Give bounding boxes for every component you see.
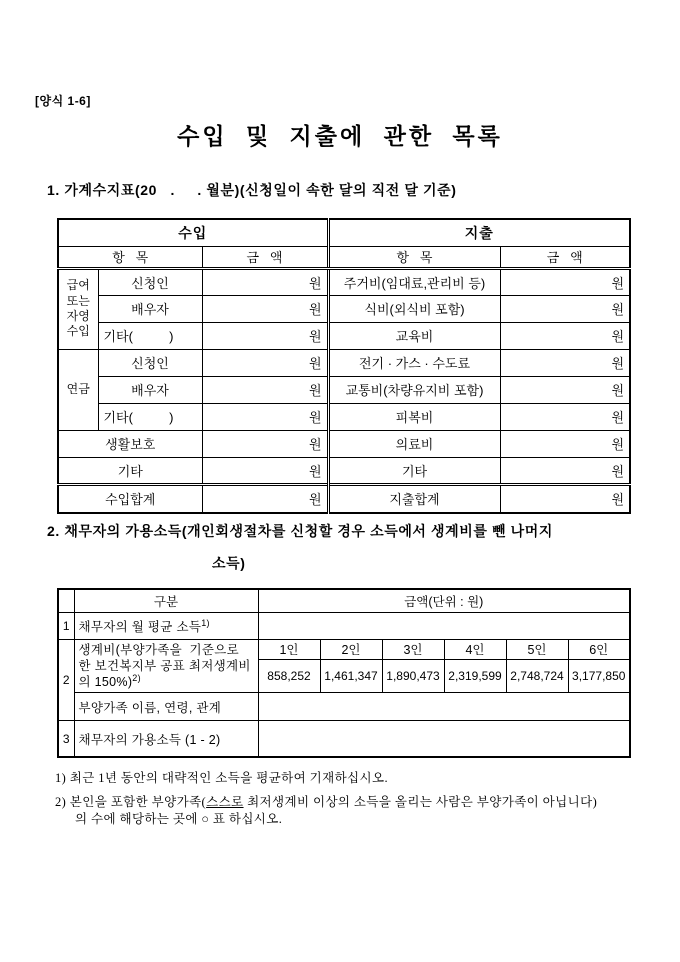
table-row [58,349,630,376]
income-amount-header: 금 액 [202,246,328,268]
expense-item-other: 기타 [328,457,500,484]
footnote-ref-2: 2) [132,672,141,683]
table-row [58,721,630,757]
section2-line2: 소득) [212,555,246,571]
income-total-label: 수입합계 [58,484,202,513]
income-amount-cell: 원 [202,322,328,349]
income-amount-cell: 원 [202,403,328,430]
household-size-header: 3인 [382,639,444,660]
underlined-text: 스스로 [206,795,244,809]
income-item-header: 항 목 [58,246,202,268]
income-item-applicant: 신청인 [98,349,202,376]
income-section-header: 수입 [58,219,328,246]
expense-item-housing: 주거비(임대료,관리비 등) [328,268,500,295]
expense-amount-cell: 원 [500,322,630,349]
available-income-table [57,588,631,758]
expense-section-header: 지출 [328,219,630,246]
expense-amount-cell: 원 [500,430,630,457]
section1-heading: 1. 가계수지표(20 . . 월분)(신청일이 속한 달의 직전 달 기준) [47,182,457,198]
living-cost-value: 1,461,347 [320,660,382,693]
footnote-1: 1) 최근 1년 동안의 대략적인 소득을 평균하여 기재하십시오. [55,771,388,785]
household-size-header: 4인 [444,639,506,660]
expense-amount-cell: 원 [500,376,630,403]
income-total-amount-cell: 원 [202,484,328,513]
living-cost-value: 3,177,850 [568,660,630,693]
income-amount-cell: 원 [202,430,328,457]
income-item-other: 기타( ) [98,403,202,430]
footnotes [55,770,597,828]
income-item-other2: 기타 [58,457,202,484]
table-row [58,639,630,660]
expense-amount-cell: 원 [500,457,630,484]
table-row [58,589,630,612]
footnote-2-continuation: 의 수에 해당하는 곳에 ○ 표 하십시오. [75,812,283,826]
monthly-income-blank-cell [258,612,630,639]
living-cost-value: 2,319,599 [444,660,506,693]
available-income-blank-cell [258,721,630,757]
income-item-other: 기타( ) [98,322,202,349]
footnote-2: 2) 본인을 포함한 부양가족(스스로 최저생계비 이상의 소득을 올리는 사람은 부양가족이 아닙니다) [55,795,598,809]
living-cost-value: 1,890,473 [382,660,444,693]
form-number-tag: [양식 1-6] [35,94,91,108]
table-row [58,484,630,513]
row-number: 2 [58,639,74,721]
living-cost-value: 2,748,724 [506,660,568,693]
section2-line1: 2. 채무자의 가용소득(개인회생절차를 신청할 경우 소득에서 생계비를 뺀 나머지 [47,523,554,539]
household-size-header: 5인 [506,639,568,660]
pension-group-label: 연금 [58,349,98,430]
expense-item-medical: 의료비 [328,430,500,457]
table-row [58,268,630,295]
expense-total-amount-cell: 원 [500,484,630,513]
income-item-spouse: 배우자 [98,295,202,322]
expense-item-transport: 교통비(차량유지비 포함) [328,376,500,403]
row-number: 3 [58,721,74,757]
table-row [58,322,630,349]
table-row [58,219,630,246]
household-size-header: 6인 [568,639,630,660]
household-budget-table [57,218,631,514]
table-row [58,295,630,322]
household-size-header: 1인 [258,639,320,660]
category-header: 구분 [74,589,258,612]
income-amount-cell: 원 [202,349,328,376]
expense-item-utilities: 전기 · 가스 · 수도료 [328,349,500,376]
living-cost-label: 생계비(부양가족을 기준으로 한 보건복지부 공표 최저생계비의 150%)$^{2)}$ [74,639,258,693]
expense-amount-cell: 원 [500,268,630,295]
dependents-label: 부양가족 이름, 연령, 관계 [74,693,258,721]
footnote-ref-1: 1) [201,617,210,628]
expense-item-clothing: 피복비 [328,403,500,430]
amount-header: 금액(단위 : 원) [258,589,630,612]
table-row [58,376,630,403]
expense-amount-cell: 원 [500,349,630,376]
expense-total-label: 지출합계 [328,484,500,513]
dependents-blank-cell [258,693,630,721]
expense-amount-cell: 원 [500,295,630,322]
income-amount-cell: 원 [202,376,328,403]
expense-amount-header: 금 액 [500,246,630,268]
table-row [58,403,630,430]
income-item-applicant: 신청인 [98,268,202,295]
table-row [58,246,630,268]
income-amount-cell: 원 [202,295,328,322]
table-row [58,457,630,484]
expense-item-food: 식비(외식비 포함) [328,295,500,322]
income-item-livelihood: 생활보호 [58,430,202,457]
household-size-header: 2인 [320,639,382,660]
expense-item-header: 항 목 [328,246,500,268]
table-row [58,430,630,457]
expense-item-education: 교육비 [328,322,500,349]
monthly-average-income-label: 채무자의 월 평균 소득$^{1)}$ [74,612,258,639]
income-item-spouse: 배우자 [98,376,202,403]
table-row [58,612,630,639]
table-row [58,693,630,721]
expense-amount-cell: 원 [500,403,630,430]
row-number: 1 [58,612,74,639]
salary-group-label: 급여 또는 자영 수입 [58,268,98,349]
document-title: 수입 및 지출에 관한 목록 [177,123,503,149]
section2-heading [47,521,553,573]
income-amount-cell: 원 [202,268,328,295]
number-header-cell [58,589,74,612]
available-income-label: 채무자의 가용소득 (1 - 2) [74,721,258,757]
income-amount-cell: 원 [202,457,328,484]
living-cost-value: 858,252 [258,660,320,693]
